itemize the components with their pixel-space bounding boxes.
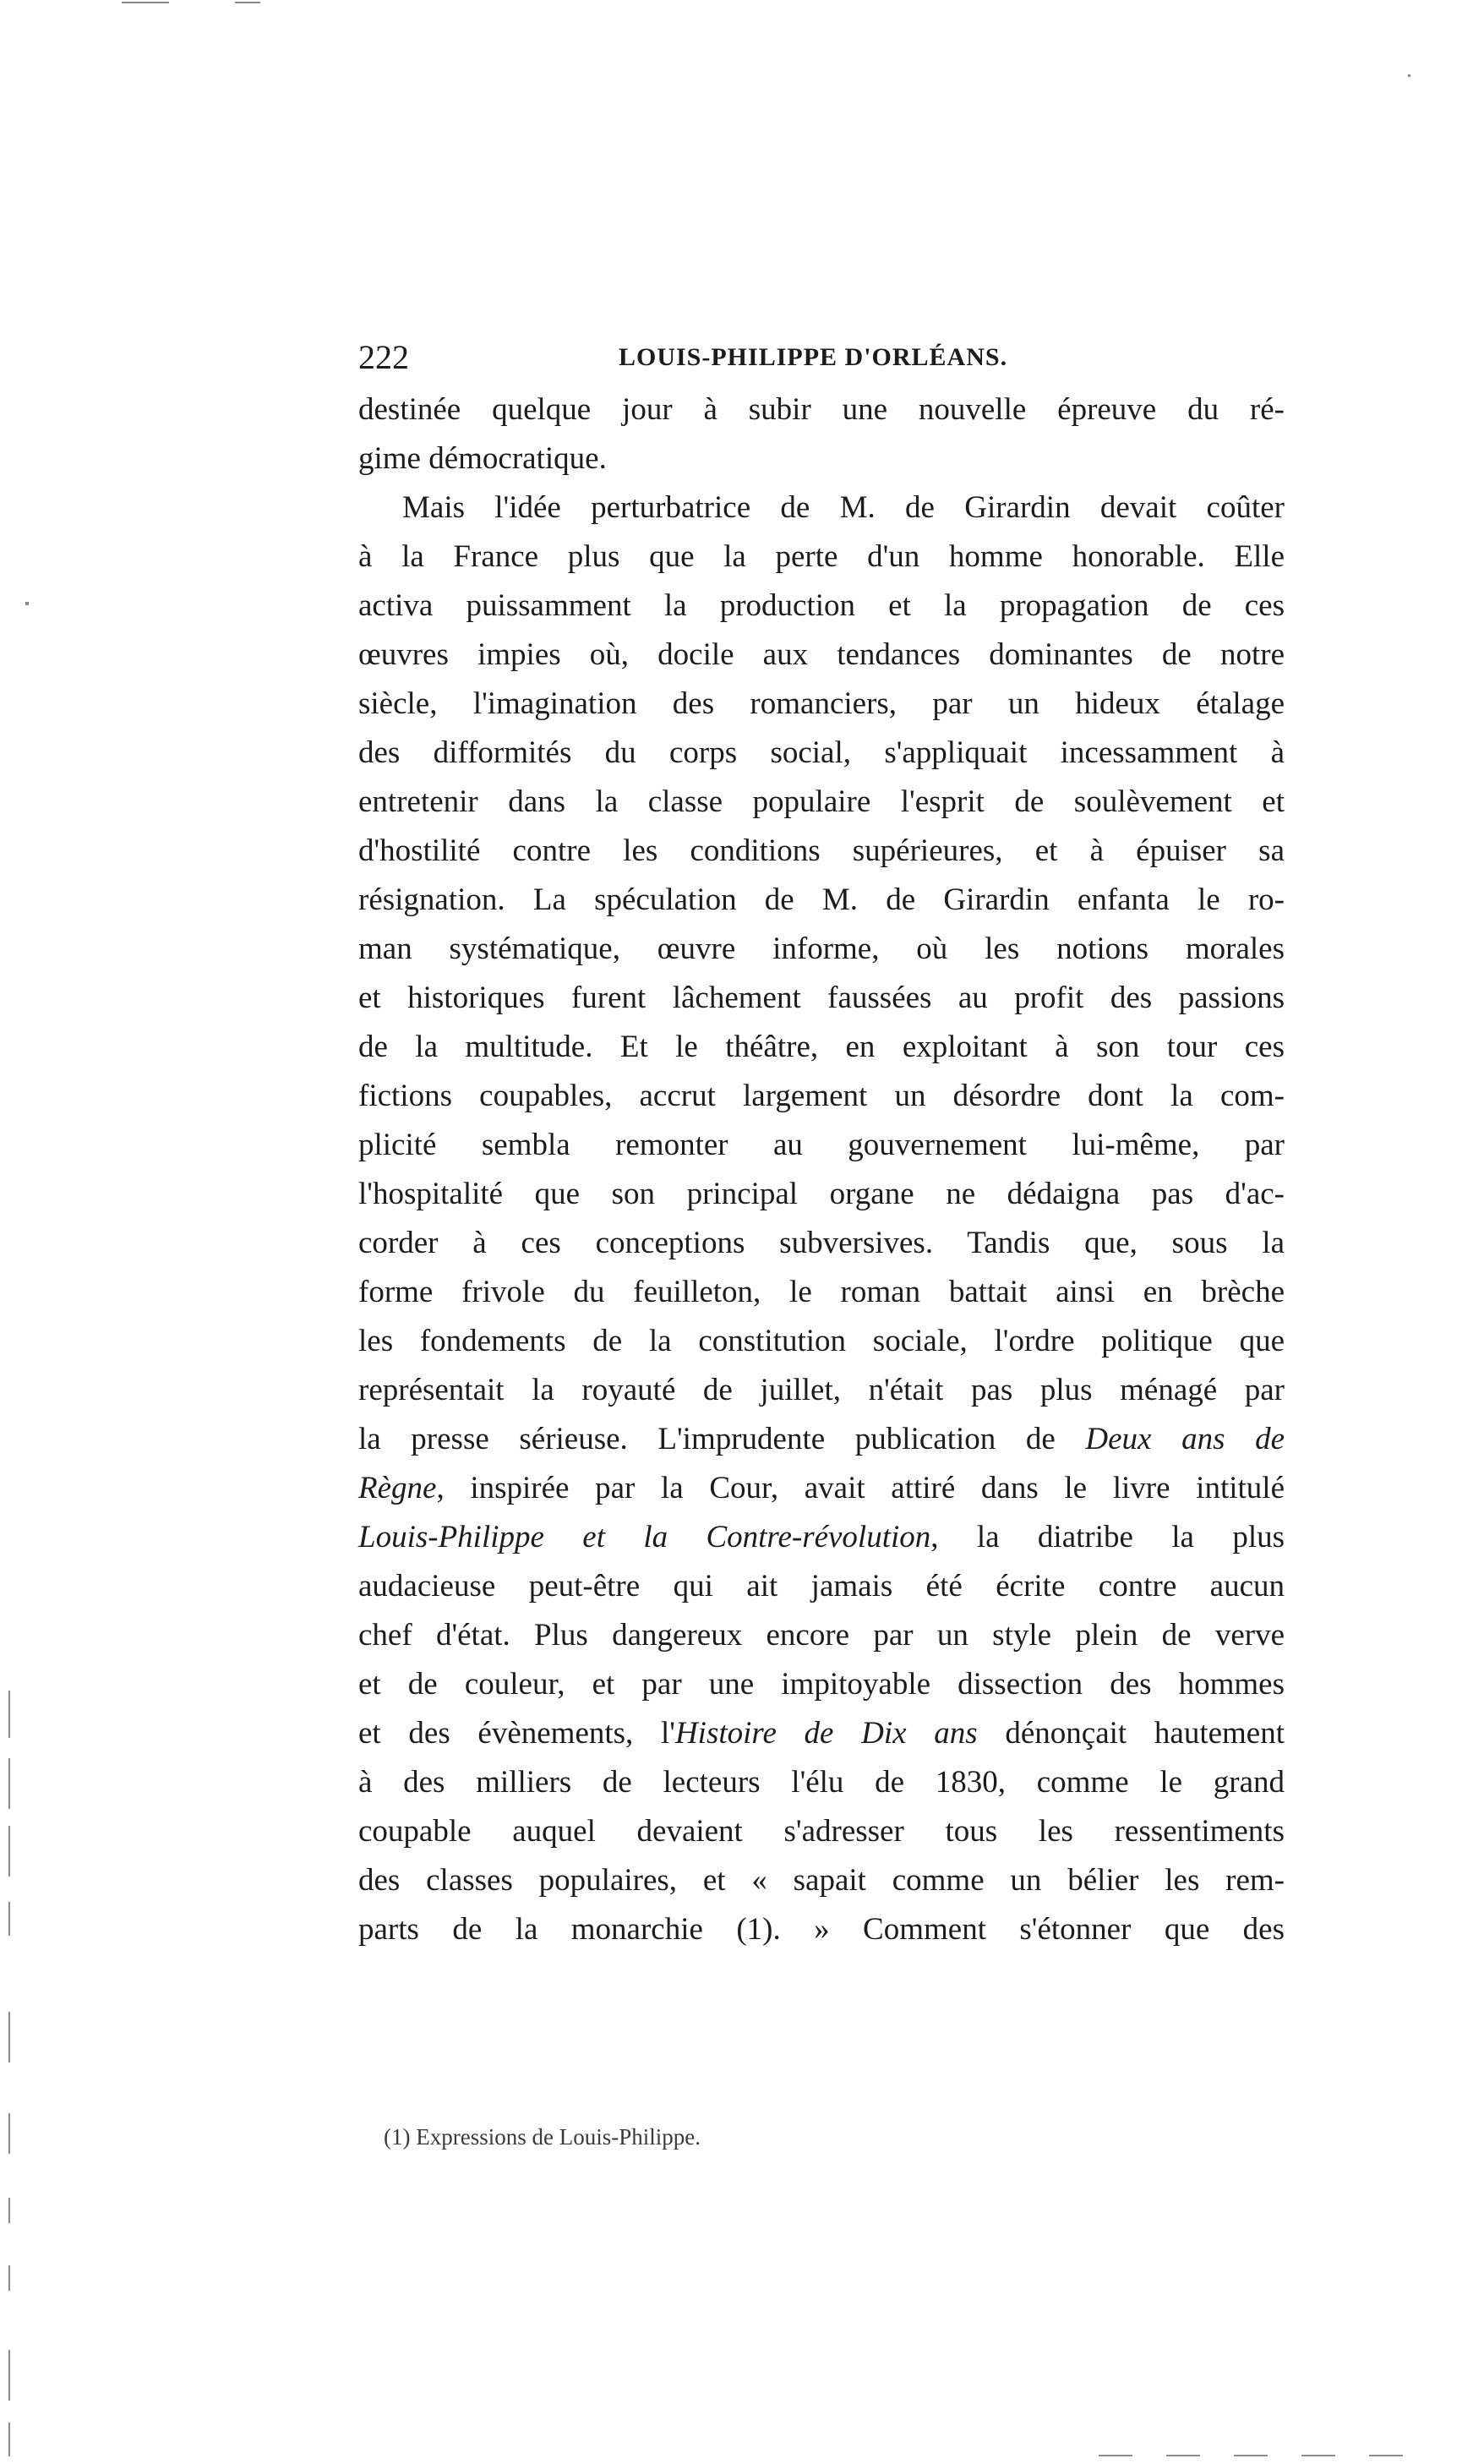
scan-artifact-bottom <box>1099 2455 1132 2456</box>
scan-artifact-bottom <box>1301 2455 1335 2456</box>
running-title: LOUIS-PHILIPPE D'ORLÉANS. <box>619 343 1008 371</box>
text-segment: la presse sérieuse. L'imprudente publication de <box>358 1422 1056 1456</box>
scan-artifact-top <box>235 2 260 3</box>
text-line: et historiques furent lâchement faussées au profit des passions <box>358 981 1285 1015</box>
text-line: entretenir dans la classe populaire l'esprit de soulèvement et <box>358 784 1285 819</box>
text-line: forme frivole du feuilleton, le roman battait ainsi en brèche <box>358 1275 1285 1309</box>
scan-artifact-left <box>8 2012 10 2062</box>
scan-artifact-left <box>8 1826 10 1877</box>
text-line: man systématique, œuvre informe, où les notions morales <box>358 932 1285 966</box>
text-line <box>358 1464 1285 1513</box>
text-line: de la multitude. Et le théâtre, en exploitant à son tour ces <box>358 1030 1285 1064</box>
text-line: corder à ces conceptions subversives. Tandis que, sous la <box>358 1226 1285 1260</box>
text-line: Mais l'idée perturbatrice de M. de Girardin devait coûter <box>402 490 1285 525</box>
text-segment: dénonçait hautement <box>977 1716 1285 1751</box>
text-line: l'hospitalité que son principal organe ne dédaigna pas d'ac- <box>358 1177 1285 1211</box>
text-line <box>358 1513 1285 1562</box>
text-line: à la France plus que la perte d'un homme honorable. Elle <box>358 539 1285 574</box>
text-line: des difformités du corps social, s'appliquait incessamment à <box>358 735 1285 770</box>
text-line: à des milliers de lecteurs l'élu de 1830, comme le grand <box>358 1765 1285 1800</box>
scan-artifact-left <box>8 1902 10 1936</box>
text-segment: , la diatribe la plus <box>930 1520 1285 1554</box>
page-number: 222 <box>358 338 409 376</box>
book-title-italic: Règne <box>358 1471 437 1505</box>
text-line: gime démocratique. <box>358 441 607 476</box>
text-line: résignation. La spéculation de M. de Girardin enfanta le ro- <box>358 882 1285 917</box>
text-line: audacieuse peut-être qui ait jamais été écrite contre aucun <box>358 1569 1285 1604</box>
text-line: des classes populaires, et « sapait comme un bélier les rem- <box>358 1863 1285 1898</box>
scan-artifact-left <box>8 1691 10 1738</box>
book-title-italic: Deux ans de <box>1085 1422 1285 1456</box>
scan-artifact-left <box>8 2198 10 2223</box>
body-text <box>358 385 1285 1954</box>
text-line: plicité sembla remonter au gouvernement lui-même, par <box>358 1128 1285 1162</box>
text-line: siècle, l'imagination des romanciers, par un hideux étalage <box>358 686 1285 721</box>
text-line: œuvres impies où, docile aux tendances dominantes de notre <box>358 637 1285 672</box>
scan-artifact-left <box>8 1758 10 1809</box>
text-line: les fondements de la constitution sociale, l'ordre politique que <box>358 1324 1285 1358</box>
footnote-block <box>384 2120 1229 2154</box>
text-line <box>358 1709 1285 1758</box>
book-title-italic: Histoire de Dix ans <box>674 1716 978 1751</box>
text-line: et de couleur, et par une impitoyable dissection des hommes <box>358 1667 1285 1702</box>
text-segment: et des évènements, l' <box>358 1716 675 1751</box>
scan-artifact-left <box>8 2113 10 2154</box>
text-line: représentait la royauté de juillet, n'était pas plus ménagé par <box>358 1373 1285 1407</box>
text-segment: , inspirée par la Cour, avait attiré dans le livre intitulé <box>436 1471 1285 1505</box>
scan-artifact-left <box>8 2423 10 2456</box>
running-head <box>358 336 1288 379</box>
scan-artifact-left <box>25 602 29 605</box>
text-line: d'hostilité contre les conditions supérieures, et à épuiser sa <box>358 833 1285 868</box>
text-line: parts de la monarchie (1). » Comment s'étonner que des <box>358 1912 1285 1947</box>
scan-artifact-left <box>8 2350 10 2401</box>
book-title-italic: Louis-Philippe et la Contre-révolution <box>358 1520 931 1554</box>
scan-artifact-left <box>8 2265 10 2291</box>
text-line: coupable auquel devaient s'adresser tous les ressentiments <box>358 1814 1285 1849</box>
footnote: (1) Expressions de Louis-Philippe. <box>384 2124 701 2150</box>
text-line <box>358 1415 1285 1464</box>
text-line: fictions coupables, accrut largement un désordre dont la com- <box>358 1079 1285 1113</box>
scan-artifact-bottom <box>1369 2455 1403 2456</box>
scan-artifact-right <box>1408 74 1410 77</box>
text-line: chef d'état. Plus dangereux encore par un style plein de verve <box>358 1618 1285 1653</box>
text-line: destinée quelque jour à subir une nouvelle épreuve du ré- <box>358 392 1285 427</box>
scan-artifact-bottom <box>1166 2455 1200 2456</box>
scan-artifact-bottom <box>1234 2455 1268 2456</box>
text-line: activa puissamment la production et la propagation de ces <box>358 588 1285 623</box>
scan-artifact-top <box>122 2 169 3</box>
